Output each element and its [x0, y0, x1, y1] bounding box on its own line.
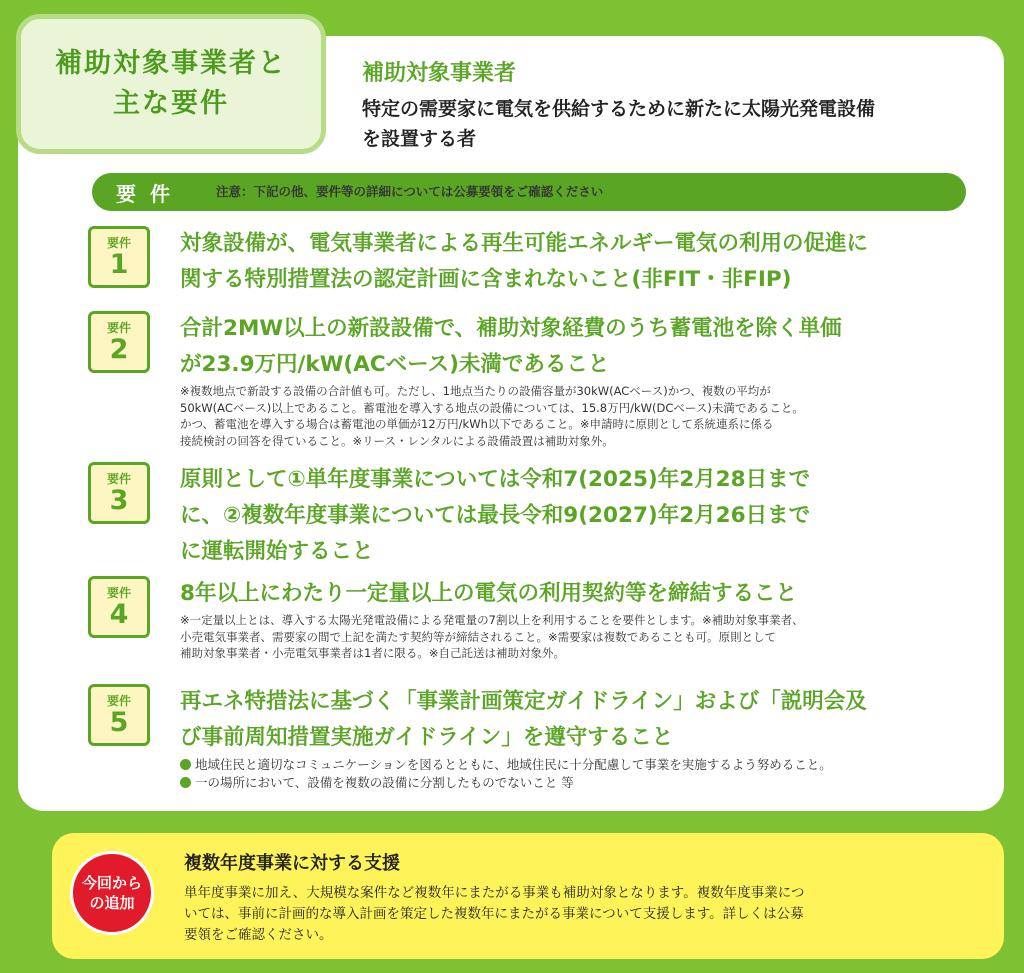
- requirements-note: 注意：下記の他、要件等の詳細については公募要領をご確認ください: [216, 183, 604, 199]
- note-line: ※複数地点で新設する設備の合計値も可。ただし、1地点当たりの設備容量が30kW(ACベース)かつ、複数の平均が: [180, 384, 771, 398]
- heading-line: 合計2MW以上の新設設備で、補助対象経費のうち蓄電池を除く単価: [180, 316, 842, 341]
- requirements-title: 要件: [116, 181, 184, 206]
- tab-line-2: 主な要件: [113, 88, 229, 119]
- target-desc-line-1: 特定の需要家に電気を供給するために新たに太陽光発電設備: [362, 98, 876, 120]
- requirement-note: [180, 383, 980, 449]
- note-line: 小売電気事業者、需要家の間で上記を満たす契約等が締結されること。※需要家は複数であることも可。原則として: [180, 629, 777, 644]
- note-line: 50kW(ACベース)以上であること。蓄電池を導入する地点の設備については、15.8万円/kW(DCベース)未満であること。: [180, 400, 804, 415]
- bullet-item: [180, 756, 980, 774]
- requirement-heading: [180, 311, 980, 383]
- target-desc-line-2: を設置する者: [362, 128, 477, 150]
- badge-number: 4: [109, 599, 129, 630]
- requirement-badge: [88, 226, 150, 288]
- note-line: ※一定量以上とは、導入する太陽光発電設備による発電量の7割以上を利用することを要件とします。※補助対象事業者、: [180, 613, 804, 627]
- target-label: 補助対象事業者: [362, 61, 517, 86]
- requirement-badge: [88, 684, 150, 746]
- badge-number: 1: [109, 249, 129, 280]
- bullet-text: 地域住民と適切なコミュニケーションを図るとともに、地域住民に十分配慮して事業を実施するよう努めること。: [195, 757, 832, 772]
- heading-line: 関する特別措置法の認定計画に含まれないこと(非FIT・非FIP): [180, 267, 792, 292]
- support-line: 要領をご確認ください。: [184, 927, 333, 943]
- heading-line: に、②複数年度事業については最長令和9(2027)年2月26日まで: [180, 503, 811, 528]
- section-tab: [16, 14, 326, 154]
- requirement-badge: [88, 311, 150, 373]
- requirement-heading: [180, 684, 980, 756]
- note-line: 補助対象事業者・小売電気事業者は1者に限る。※自己託送は補助対象外。: [180, 646, 565, 660]
- badge-number: 2: [109, 334, 129, 365]
- requirement-heading: [180, 226, 980, 298]
- requirement-heading: [180, 462, 980, 570]
- heading-line: 再エネ特措法に基づく「事業計画策定ガイドライン」および「説明会及: [180, 689, 867, 714]
- note-line: 接続検討の回答を得ていること。※リース・レンタルによる設備設置は補助対象外。: [180, 433, 614, 448]
- new-badge-line-1: 今回から: [81, 874, 142, 892]
- bullet-dot-icon: [180, 777, 191, 788]
- tab-line-1: 補助対象事業者と: [55, 48, 287, 79]
- support-body: [184, 883, 984, 946]
- heading-line: び事前周知措置実施ガイドライン」を遵守すること: [180, 725, 674, 750]
- badge-label: 要件: [106, 472, 131, 486]
- support-box: [52, 833, 1004, 959]
- badge-label: 要件: [106, 236, 131, 250]
- badge-label: 要件: [106, 321, 131, 335]
- requirements-bar: [92, 173, 966, 211]
- heading-line: が23.9万円/kW(ACベース)未満であること: [180, 352, 610, 377]
- heading-line: 8年以上にわたり一定量以上の電気の利用契約等を締結すること: [180, 581, 797, 606]
- badge-number: 5: [109, 707, 129, 738]
- badge-label: 要件: [106, 694, 131, 708]
- heading-line: 対象設備が、電気事業者による再生可能エネルギー電気の利用の促進に: [180, 231, 869, 256]
- target-section: [362, 58, 982, 154]
- note-line: かつ、蓄電池を導入する場合は蓄電池の単価が12万円/kWh以下であること。※申請時に原則として系統連系に係る: [180, 417, 774, 431]
- requirement-bullets: [180, 756, 980, 792]
- target-description: [362, 94, 982, 154]
- heading-line: 原則として①単年度事業については令和7(2025)年2月28日まで: [180, 467, 811, 492]
- requirement-badge: [88, 576, 150, 638]
- requirement-heading: [180, 576, 980, 612]
- heading-line: に運転開始すること: [180, 539, 374, 564]
- bullet-item: [180, 774, 980, 792]
- support-line: 単年度事業に加え、大規模な案件など複数年にまたがる事業も補助対象となります。複数年度事業につ: [184, 885, 805, 901]
- support-line: いては、事前に計画的な導入計画を策定した複数年にまたがる事業について支援します。詳しくは公募: [184, 906, 804, 922]
- support-title: 複数年度事業に対する支援: [184, 853, 400, 874]
- requirement-badge: [88, 462, 150, 524]
- new-badge: [70, 851, 154, 935]
- badge-number: 3: [109, 485, 129, 516]
- requirement-note: [180, 612, 980, 662]
- bullet-dot-icon: [180, 759, 191, 770]
- badge-label: 要件: [106, 586, 131, 600]
- bullet-text: 一の場所において、設備を複数の設備に分割したものでないこと 等: [195, 775, 574, 790]
- new-badge-line-2: の追加: [89, 894, 135, 912]
